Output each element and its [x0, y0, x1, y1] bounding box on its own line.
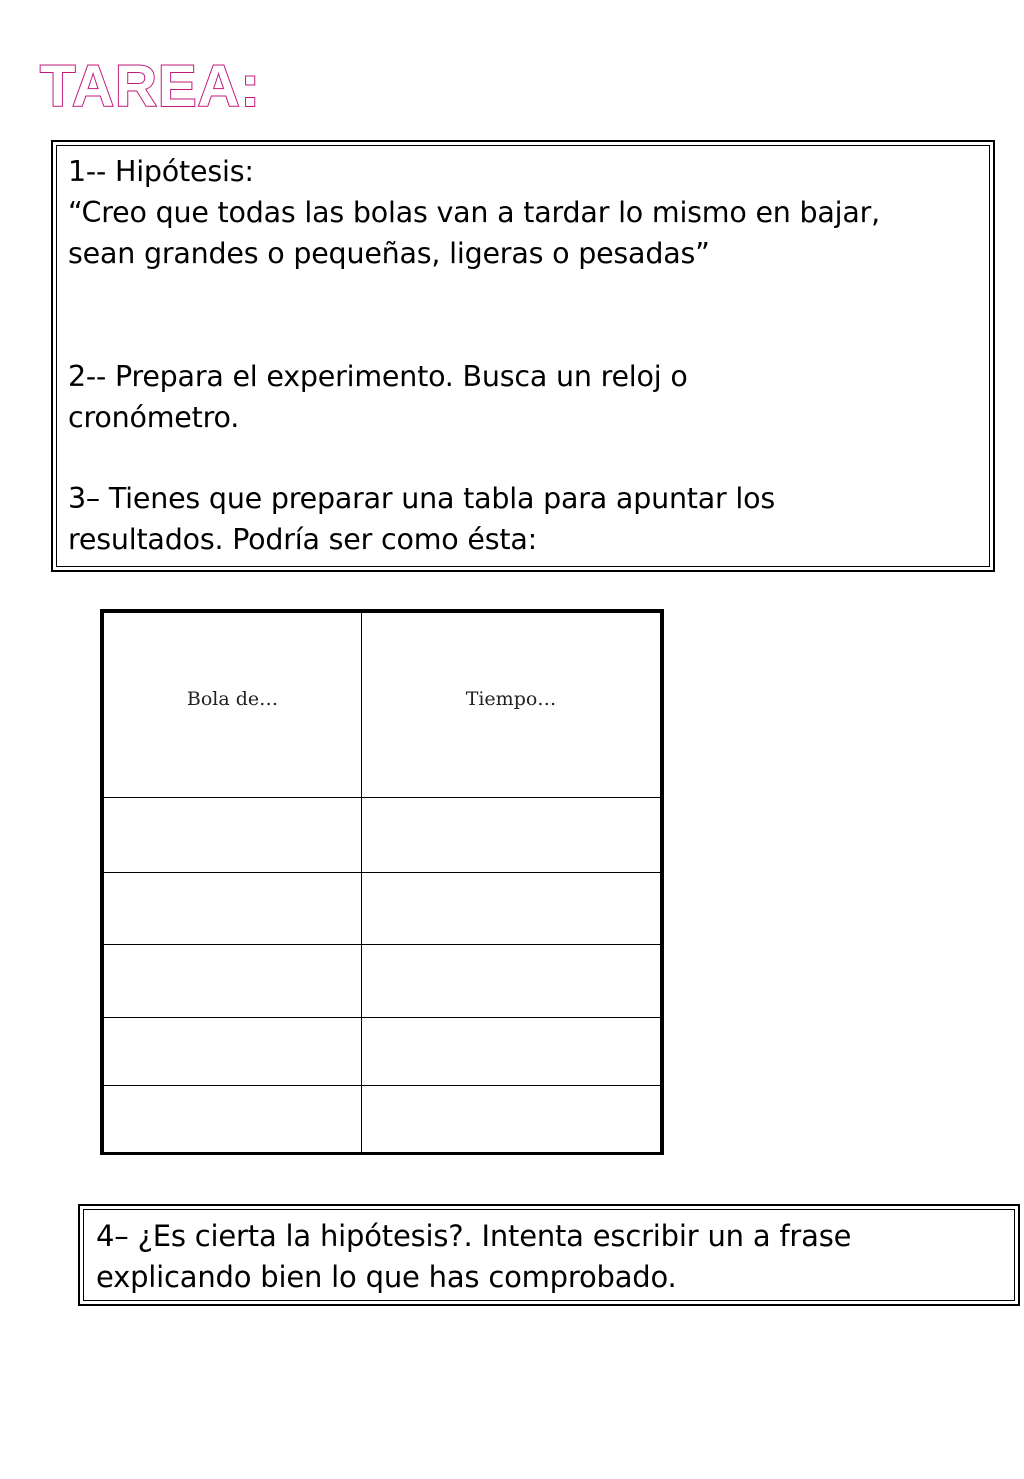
table-cell[interactable] [362, 945, 661, 1018]
table-cell[interactable] [362, 873, 661, 945]
step2-line2: cronómetro. [68, 401, 240, 434]
hypothesis-quote-line2: sean grandes o pequeñas, ligeras o pesadas” [68, 237, 710, 270]
header-cell-time [362, 613, 661, 798]
results-table [100, 609, 664, 1155]
step3-line1: 3– Tienes que preparar una tabla para apuntar los [68, 482, 776, 515]
table-cell[interactable] [104, 945, 362, 1018]
header-time-label: Tiempo… [465, 688, 557, 710]
step4-line2: explicando bien lo que has comprobado. [96, 1260, 677, 1294]
table-cell[interactable] [362, 1086, 661, 1154]
table-cell[interactable] [362, 1018, 661, 1086]
table-header-row [104, 613, 661, 798]
table-row [104, 873, 661, 945]
table-row [104, 945, 661, 1018]
table-row [104, 1018, 661, 1086]
table-cell[interactable] [104, 873, 362, 945]
page-title: TAREA: [40, 54, 261, 119]
step3-line2: resultados. Podría ser como ésta: [68, 523, 537, 556]
header-ball-label: Bola de… [186, 688, 279, 710]
table-cell[interactable] [104, 1018, 362, 1086]
header-cell-ball [104, 613, 362, 798]
table-row [104, 798, 661, 873]
step2-line1: 2-- Prepara el experimento. Busca un reloj o [68, 360, 688, 393]
step4-line1: 4– ¿Es cierta la hipótesis?. Intenta escribir un a frase [96, 1219, 852, 1253]
table-row [104, 1086, 661, 1154]
hypothesis-heading: 1-- Hipótesis: [68, 155, 254, 188]
hypothesis-quote-line1: “Creo que todas las bolas van a tardar lo mismo en bajar, [68, 196, 881, 229]
table-cell[interactable] [104, 798, 362, 873]
table-cell[interactable] [362, 798, 661, 873]
table-cell[interactable] [104, 1086, 362, 1154]
